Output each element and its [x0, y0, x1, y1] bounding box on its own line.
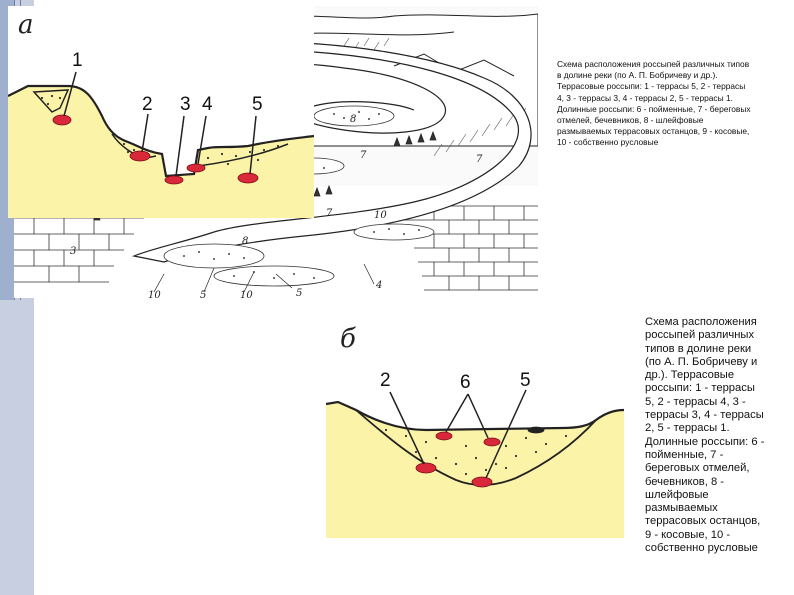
sketch-label: 7 [360, 150, 367, 161]
caption-line: размываемых террасовых останцов, 9 - косовые, [557, 126, 750, 137]
panel-a-label: 3 [180, 94, 191, 115]
caption-line: россыпи: 1 - террасы [645, 382, 755, 395]
panel-a-background [8, 6, 314, 218]
sketch-label: 3 [70, 246, 77, 257]
caption-line: отмелей, бечевников, 8 - шлейфовые [557, 115, 704, 126]
caption-line: шлейфовые [645, 488, 709, 501]
caption-line: в долине реки (по А. П. Бобричеву и др.). [557, 70, 718, 81]
caption-line: 9 - косовые, 10 - [645, 528, 731, 541]
caption-line: бечевников, 8 - [645, 475, 725, 488]
caption-line: террасовых останцов, [645, 515, 761, 528]
caption-line: собственно русловые [645, 542, 758, 555]
sketch-label: 8 [350, 114, 357, 125]
sketch-label: 8 [242, 236, 249, 247]
deposit-2 [130, 151, 150, 161]
caption-line: 4, 3 - террасы 3, 4 - террасы 2, 5 - террасы 1. [557, 92, 733, 103]
caption-line: 2, 5 - террасы 1. [645, 422, 730, 435]
sketch-label: 5 [296, 288, 303, 298]
caption-line: Схема расположения [645, 316, 757, 328]
caption-top [557, 59, 789, 149]
caption-line: 10 - собственно русловые [557, 137, 659, 148]
caption-line: Долинные россыпи: 6 - пойменные, 7 - береговых [557, 103, 751, 114]
panel-a-label: 4 [202, 94, 213, 115]
gold-deposits [416, 427, 544, 487]
deposit-3 [165, 176, 183, 184]
sketch-label: 7 [326, 208, 333, 219]
panel-b-label: 6 [460, 372, 471, 393]
deposit-6b [484, 438, 500, 446]
sketch-label: 10 [148, 290, 161, 298]
panel-b-cross-section [326, 318, 624, 538]
deposit-1 [53, 115, 71, 125]
caption-line: Схема расположения россыпей различных типов [557, 59, 750, 69]
caption-line: террасы 3, 4 - террасы [645, 409, 764, 422]
panel-b-label: 5 [520, 370, 531, 391]
caption-line: (по А. П. Бобричеву и [645, 355, 758, 368]
sketch-label: 4 [376, 280, 383, 291]
caption-line: размываемых [645, 502, 718, 515]
panel-b-label: 2 [380, 370, 391, 391]
sketch-label: 10 [374, 210, 387, 221]
deposit-2 [416, 463, 436, 473]
deposit-5 [238, 173, 258, 183]
caption-line: береговых отмелей, [645, 462, 750, 475]
caption-line: пойменные, 7 - [645, 448, 724, 461]
deposit-4 [187, 164, 205, 172]
panel-a-label: 5 [252, 94, 263, 115]
caption-line: типов в долине реки [645, 342, 752, 355]
caption-line: др.). Террасовые [645, 369, 735, 382]
sediment-dots [385, 429, 567, 475]
sketch-label: 10 [240, 290, 253, 298]
deposit-5 [472, 477, 492, 487]
panel-b [326, 318, 624, 538]
sketch-label: 5 [200, 290, 207, 298]
caption-line: 5, 2 - террасы 4, 3 - [645, 395, 746, 408]
sketch-label: 7 [476, 154, 483, 165]
caption-line: Долинные россыпи: 6 - [645, 435, 765, 448]
panel-a-letter: а [18, 10, 34, 40]
caption-line: россыпей различных [645, 329, 755, 342]
channel-mark [528, 427, 544, 433]
caption-line: Террасовые россыпи: 1 - террасы 5, 2 - террасы [557, 81, 746, 92]
panel-b-letter: б [340, 324, 356, 354]
panel-a-label: 2 [142, 94, 153, 115]
deposit-6a [436, 432, 452, 440]
panel-a-cross-section [8, 6, 314, 218]
panel-a-label: 1 [72, 50, 83, 71]
caption-bottom [645, 316, 790, 555]
panel-a [0, 0, 318, 222]
